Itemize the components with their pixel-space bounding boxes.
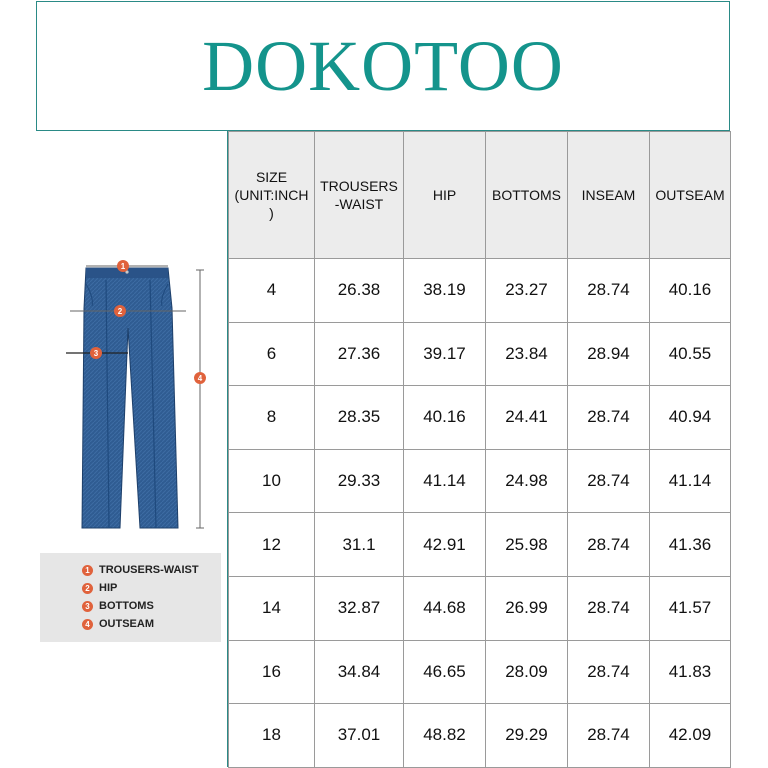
inseam-cell: 28.74 <box>568 449 650 513</box>
hip-cell: 38.19 <box>404 259 486 323</box>
bottoms-cell: 26.99 <box>486 576 568 640</box>
legend-item <box>82 564 199 576</box>
header-bottoms: BOTTOMS <box>486 132 568 259</box>
trousers-waist-cell: 29.33 <box>315 449 404 513</box>
bottoms-cell: 23.27 <box>486 259 568 323</box>
size-cell: 12 <box>229 513 315 577</box>
hip-cell: 40.16 <box>404 386 486 450</box>
table-row <box>229 704 731 768</box>
outseam-cell: 41.14 <box>650 449 731 513</box>
measurement-legend <box>40 553 221 642</box>
legend-number-icon: 4 <box>82 619 93 630</box>
outseam-cell: 41.57 <box>650 576 731 640</box>
bottoms-cell: 25.98 <box>486 513 568 577</box>
legend-label: OUTSEAM <box>99 618 154 630</box>
inseam-cell: 28.74 <box>568 576 650 640</box>
legend-item <box>82 618 154 630</box>
trousers-waist-cell: 27.36 <box>315 322 404 386</box>
size-cell: 8 <box>229 386 315 450</box>
hip-cell: 48.82 <box>404 704 486 768</box>
hip-cell: 41.14 <box>404 449 486 513</box>
outseam-cell: 40.55 <box>650 322 731 386</box>
inseam-cell: 28.74 <box>568 386 650 450</box>
inseam-cell: 28.74 <box>568 640 650 704</box>
size-cell: 6 <box>229 322 315 386</box>
outseam-cell: 42.09 <box>650 704 731 768</box>
table-header-row <box>229 132 731 259</box>
outseam-cell: 40.16 <box>650 259 731 323</box>
trousers-waist-cell: 32.87 <box>315 576 404 640</box>
bottoms-cell: 28.09 <box>486 640 568 704</box>
trousers-waist-cell: 37.01 <box>315 704 404 768</box>
legend-number-icon: 1 <box>82 565 93 576</box>
header-trousers-waist: TROUSERS -WAIST <box>315 132 404 259</box>
size-cell: 14 <box>229 576 315 640</box>
inseam-cell: 28.74 <box>568 704 650 768</box>
legend-label: TROUSERS-WAIST <box>99 564 199 576</box>
bottoms-cell: 23.84 <box>486 322 568 386</box>
jeans-figure <box>50 258 220 538</box>
jeans-icon <box>82 268 178 528</box>
header-inseam: INSEAM <box>568 132 650 259</box>
inseam-cell: 28.74 <box>568 513 650 577</box>
legend-item <box>82 582 117 594</box>
size-cell: 18 <box>229 704 315 768</box>
outseam-cell: 41.83 <box>650 640 731 704</box>
table-row <box>229 640 731 704</box>
brand-header <box>36 1 730 131</box>
table-row <box>229 259 731 323</box>
marker-1-label: 1 <box>120 262 126 271</box>
hip-cell: 44.68 <box>404 576 486 640</box>
header-size: SIZE (UNIT:INCH ) <box>229 132 315 259</box>
size-chart-table <box>228 131 731 768</box>
legend-label: BOTTOMS <box>99 600 154 612</box>
marker-3-label: 3 <box>93 349 99 358</box>
table-row <box>229 322 731 386</box>
hip-cell: 39.17 <box>404 322 486 386</box>
trousers-waist-cell: 31.1 <box>315 513 404 577</box>
size-cell: 4 <box>229 259 315 323</box>
trousers-waist-cell: 26.38 <box>315 259 404 323</box>
inseam-cell: 28.94 <box>568 322 650 386</box>
size-cell: 10 <box>229 449 315 513</box>
header-outseam: OUTSEAM <box>650 132 731 259</box>
legend-item <box>82 600 154 612</box>
outseam-cell: 40.94 <box>650 386 731 450</box>
table-row <box>229 386 731 450</box>
legend-number-icon: 2 <box>82 583 93 594</box>
hip-cell: 42.91 <box>404 513 486 577</box>
bottoms-cell: 29.29 <box>486 704 568 768</box>
inseam-cell: 28.74 <box>568 259 650 323</box>
marker-2-label: 2 <box>117 307 123 316</box>
legend-number-icon: 3 <box>82 601 93 612</box>
trousers-waist-cell: 28.35 <box>315 386 404 450</box>
brand-logo-text: DOKOTOO <box>202 26 564 106</box>
marker-4-label: 4 <box>197 374 203 383</box>
table-row <box>229 576 731 640</box>
outseam-cell: 41.36 <box>650 513 731 577</box>
hip-cell: 46.65 <box>404 640 486 704</box>
table-row <box>229 513 731 577</box>
bottoms-cell: 24.41 <box>486 386 568 450</box>
bottoms-cell: 24.98 <box>486 449 568 513</box>
table-row <box>229 449 731 513</box>
legend-label: HIP <box>99 582 118 594</box>
size-cell: 16 <box>229 640 315 704</box>
trousers-waist-cell: 34.84 <box>315 640 404 704</box>
header-hip: HIP <box>404 132 486 259</box>
